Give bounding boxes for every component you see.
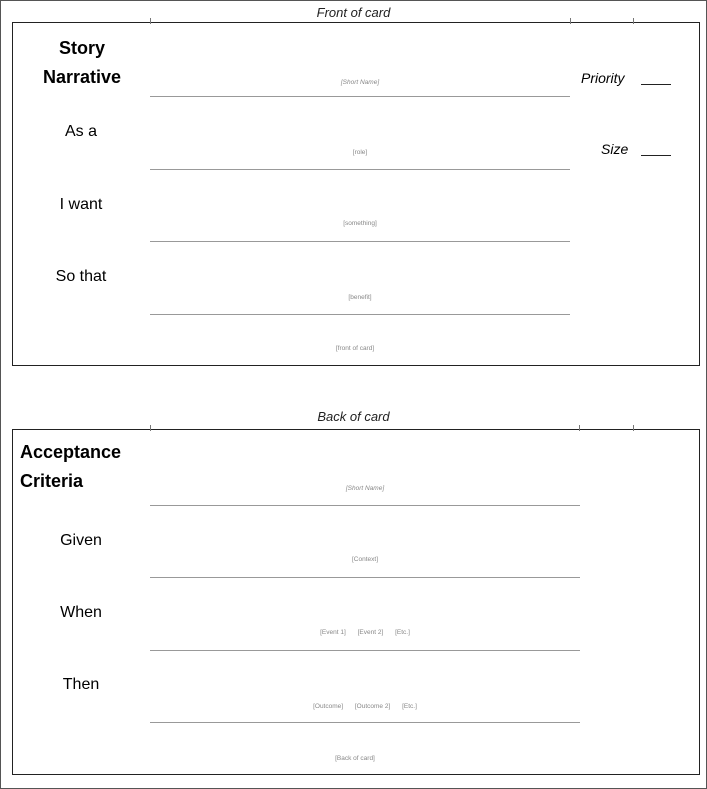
outcome-1-placeholder: [Outcome] — [313, 703, 344, 710]
event-etc-placeholder: [Etc.] — [395, 629, 410, 636]
context-placeholder: [Context] — [351, 556, 378, 563]
i-want-label: I want — [59, 196, 103, 213]
outcome-2-placeholder: [Outcome 2] — [354, 703, 391, 710]
front-heading-line1: Story — [58, 38, 105, 58]
as-a-label: As a — [64, 123, 97, 140]
front-card — [12, 22, 700, 366]
back-heading-line1: Acceptance — [20, 442, 122, 462]
front-footer-placeholder: [front of card] — [335, 345, 375, 352]
tick-mark — [579, 425, 580, 431]
front-heading — [37, 34, 127, 92]
front-card-caption: Front of card — [316, 5, 391, 20]
tick-mark — [633, 18, 634, 24]
tick-mark — [150, 425, 151, 431]
back-card-caption: Back of card — [317, 409, 390, 424]
back-short-name-line[interactable] — [150, 505, 580, 506]
something-placeholder: [something] — [343, 220, 377, 227]
when-label: When — [60, 604, 102, 621]
role-line[interactable] — [150, 169, 570, 170]
back-short-name-placeholder: [Short Name] — [345, 485, 385, 492]
size-blank[interactable] — [641, 155, 671, 156]
short-name-line[interactable] — [150, 96, 570, 97]
back-heading-line2: Criteria — [20, 471, 84, 491]
size-label: Size — [601, 141, 629, 157]
something-line[interactable] — [150, 241, 570, 242]
tick-mark — [633, 425, 634, 431]
events-line[interactable] — [150, 650, 580, 651]
back-card — [12, 429, 700, 775]
outcome-etc-placeholder: [Etc.] — [402, 703, 417, 710]
benefit-line[interactable] — [150, 314, 570, 315]
priority-label: Priority — [581, 70, 625, 86]
event-1-placeholder: [Event 1] — [320, 629, 346, 636]
priority-blank[interactable] — [641, 84, 671, 85]
event-2-placeholder: [Event 2] — [357, 629, 384, 636]
back-heading — [20, 438, 121, 496]
outcomes-placeholders — [150, 703, 580, 710]
events-placeholders — [150, 629, 580, 636]
tick-mark — [150, 18, 151, 24]
then-label: Then — [62, 676, 100, 693]
so-that-label: So that — [55, 268, 107, 285]
tick-mark — [570, 18, 571, 24]
given-label: Given — [60, 532, 102, 549]
role-placeholder: [role] — [352, 149, 368, 156]
context-line[interactable] — [150, 577, 580, 578]
outcomes-line[interactable] — [150, 722, 580, 723]
short-name-placeholder: [Short Name] — [340, 79, 380, 86]
benefit-placeholder: [benefit] — [348, 294, 372, 301]
back-footer-placeholder: [Back of card] — [335, 755, 375, 762]
front-heading-line2: Narrative — [42, 67, 122, 87]
